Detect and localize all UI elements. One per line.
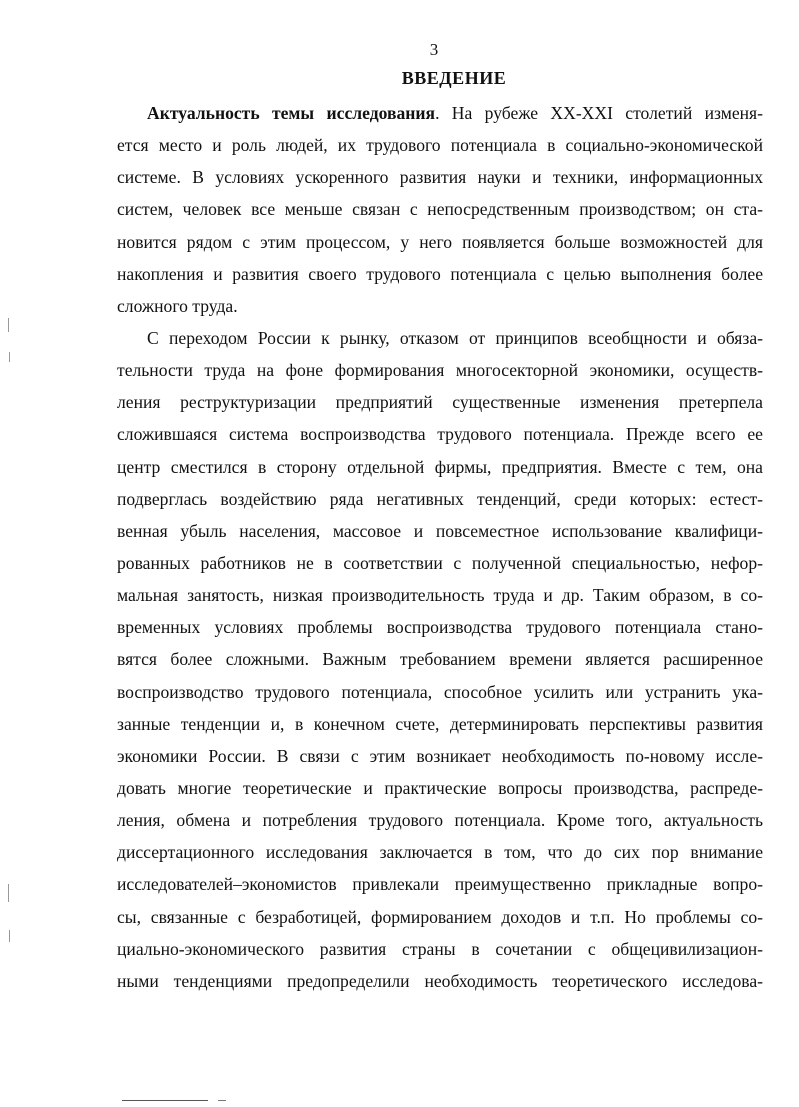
paragraph-1-line: новится рядом с этим процессом, у него появляется больше возможностей для xyxy=(117,231,763,252)
paragraph-2-line: воспроизводство трудового потенциала, способное усилить или устранить ука- xyxy=(117,681,763,702)
paragraph-2-line: подверглась воздействию ряда негативных тенденций, среди которых: естест- xyxy=(117,488,763,509)
paragraph-1-line: системе. В условиях ускоренного развития науки и техники, информационных xyxy=(117,167,763,188)
footnote-separator xyxy=(122,1100,208,1101)
scan-artifact xyxy=(8,884,9,902)
paragraph-2-line: сы, связанные с безработицей, формированием доходов и т.п. Но проблемы со- xyxy=(117,906,763,927)
paragraph-2-line: С переходом России к рынку, отказом от принципов всеобщности и обяза- xyxy=(147,327,763,348)
paragraph-2-line: занные тенденции и, в конечном счете, детерминировать перспективы развития xyxy=(117,713,763,734)
bold-lead-phrase: Актуальность темы исследования xyxy=(147,103,436,123)
body-text xyxy=(117,97,763,997)
paragraph-2-line: циально-экономического развития страны в сочетании с общецивилизацион- xyxy=(117,938,763,959)
paragraph-2-line: ления реструктуризации предприятий существенные изменения претерпела xyxy=(117,392,763,413)
paragraph-1-line: систем, человек все меньше связан с непосредственным производством; он ста- xyxy=(117,199,763,220)
paragraph-1-line: сложного труда. xyxy=(117,295,238,316)
paragraph-2-line: центр сместился в сторону отдельной фирмы, предприятия. Вместе с тем, она xyxy=(117,456,763,477)
line-text: . На рубеже XX-XXI столетий изменя- xyxy=(435,103,763,123)
paragraph-2-line: довать многие теоретические и практические вопросы производства, распреде- xyxy=(117,777,763,798)
page-number: 3 xyxy=(429,40,439,59)
scan-artifact xyxy=(8,318,9,332)
paragraph-2-line: венная убыль населения, массовое и повсеместное использование квалифици- xyxy=(117,520,763,541)
section-heading: ВВЕДЕНИЕ xyxy=(401,68,507,88)
paragraph-1-line-1 xyxy=(117,97,763,129)
paragraph-2-line: ления, обмена и потребления трудового потенциала. Кроме того, актуальность xyxy=(117,810,763,831)
scan-artifact xyxy=(9,352,10,362)
paragraph-1-line: накопления и развития своего трудового потенциала с целью выполнения более xyxy=(117,263,763,284)
paragraph-2-line: мальная занятость, низкая производительность труда и др. Таким образом, в со- xyxy=(117,585,763,606)
footnote-separator-dash xyxy=(218,1100,226,1101)
paragraph-2-line: ными тенденциями предопределили необходимость теоретического исследова- xyxy=(117,970,763,991)
paragraph-2-line: диссертационного исследования заключается в том, что до сих пор внимание xyxy=(117,842,763,863)
paragraph-2-line: тельности труда на фоне формирования многосекторной экономики, осуществ- xyxy=(117,360,763,381)
paragraph-2-line: вятся более сложными. Важным требованием времени является расширенное xyxy=(117,649,763,670)
paragraph-1-line: ется место и роль людей, их трудового потенциала в социально-экономической xyxy=(117,135,763,156)
scan-artifact xyxy=(9,930,10,942)
paragraph-2-line: временных условиях проблемы воспроизводства трудового потенциала стано- xyxy=(117,617,763,638)
paragraph-2-line: сложившаяся система воспроизводства трудового потенциала. Прежде всего ее xyxy=(117,424,763,445)
paragraph-2-line: исследователей–экономистов привлекали преимущественно прикладные вопро- xyxy=(117,874,763,895)
paragraph-2-line: экономики России. В связи с этим возникает необходимость по-новому иссле- xyxy=(117,745,763,766)
paragraph-2-line: рованных работников не в соответствии с полученной специальностью, нефор- xyxy=(117,552,763,573)
